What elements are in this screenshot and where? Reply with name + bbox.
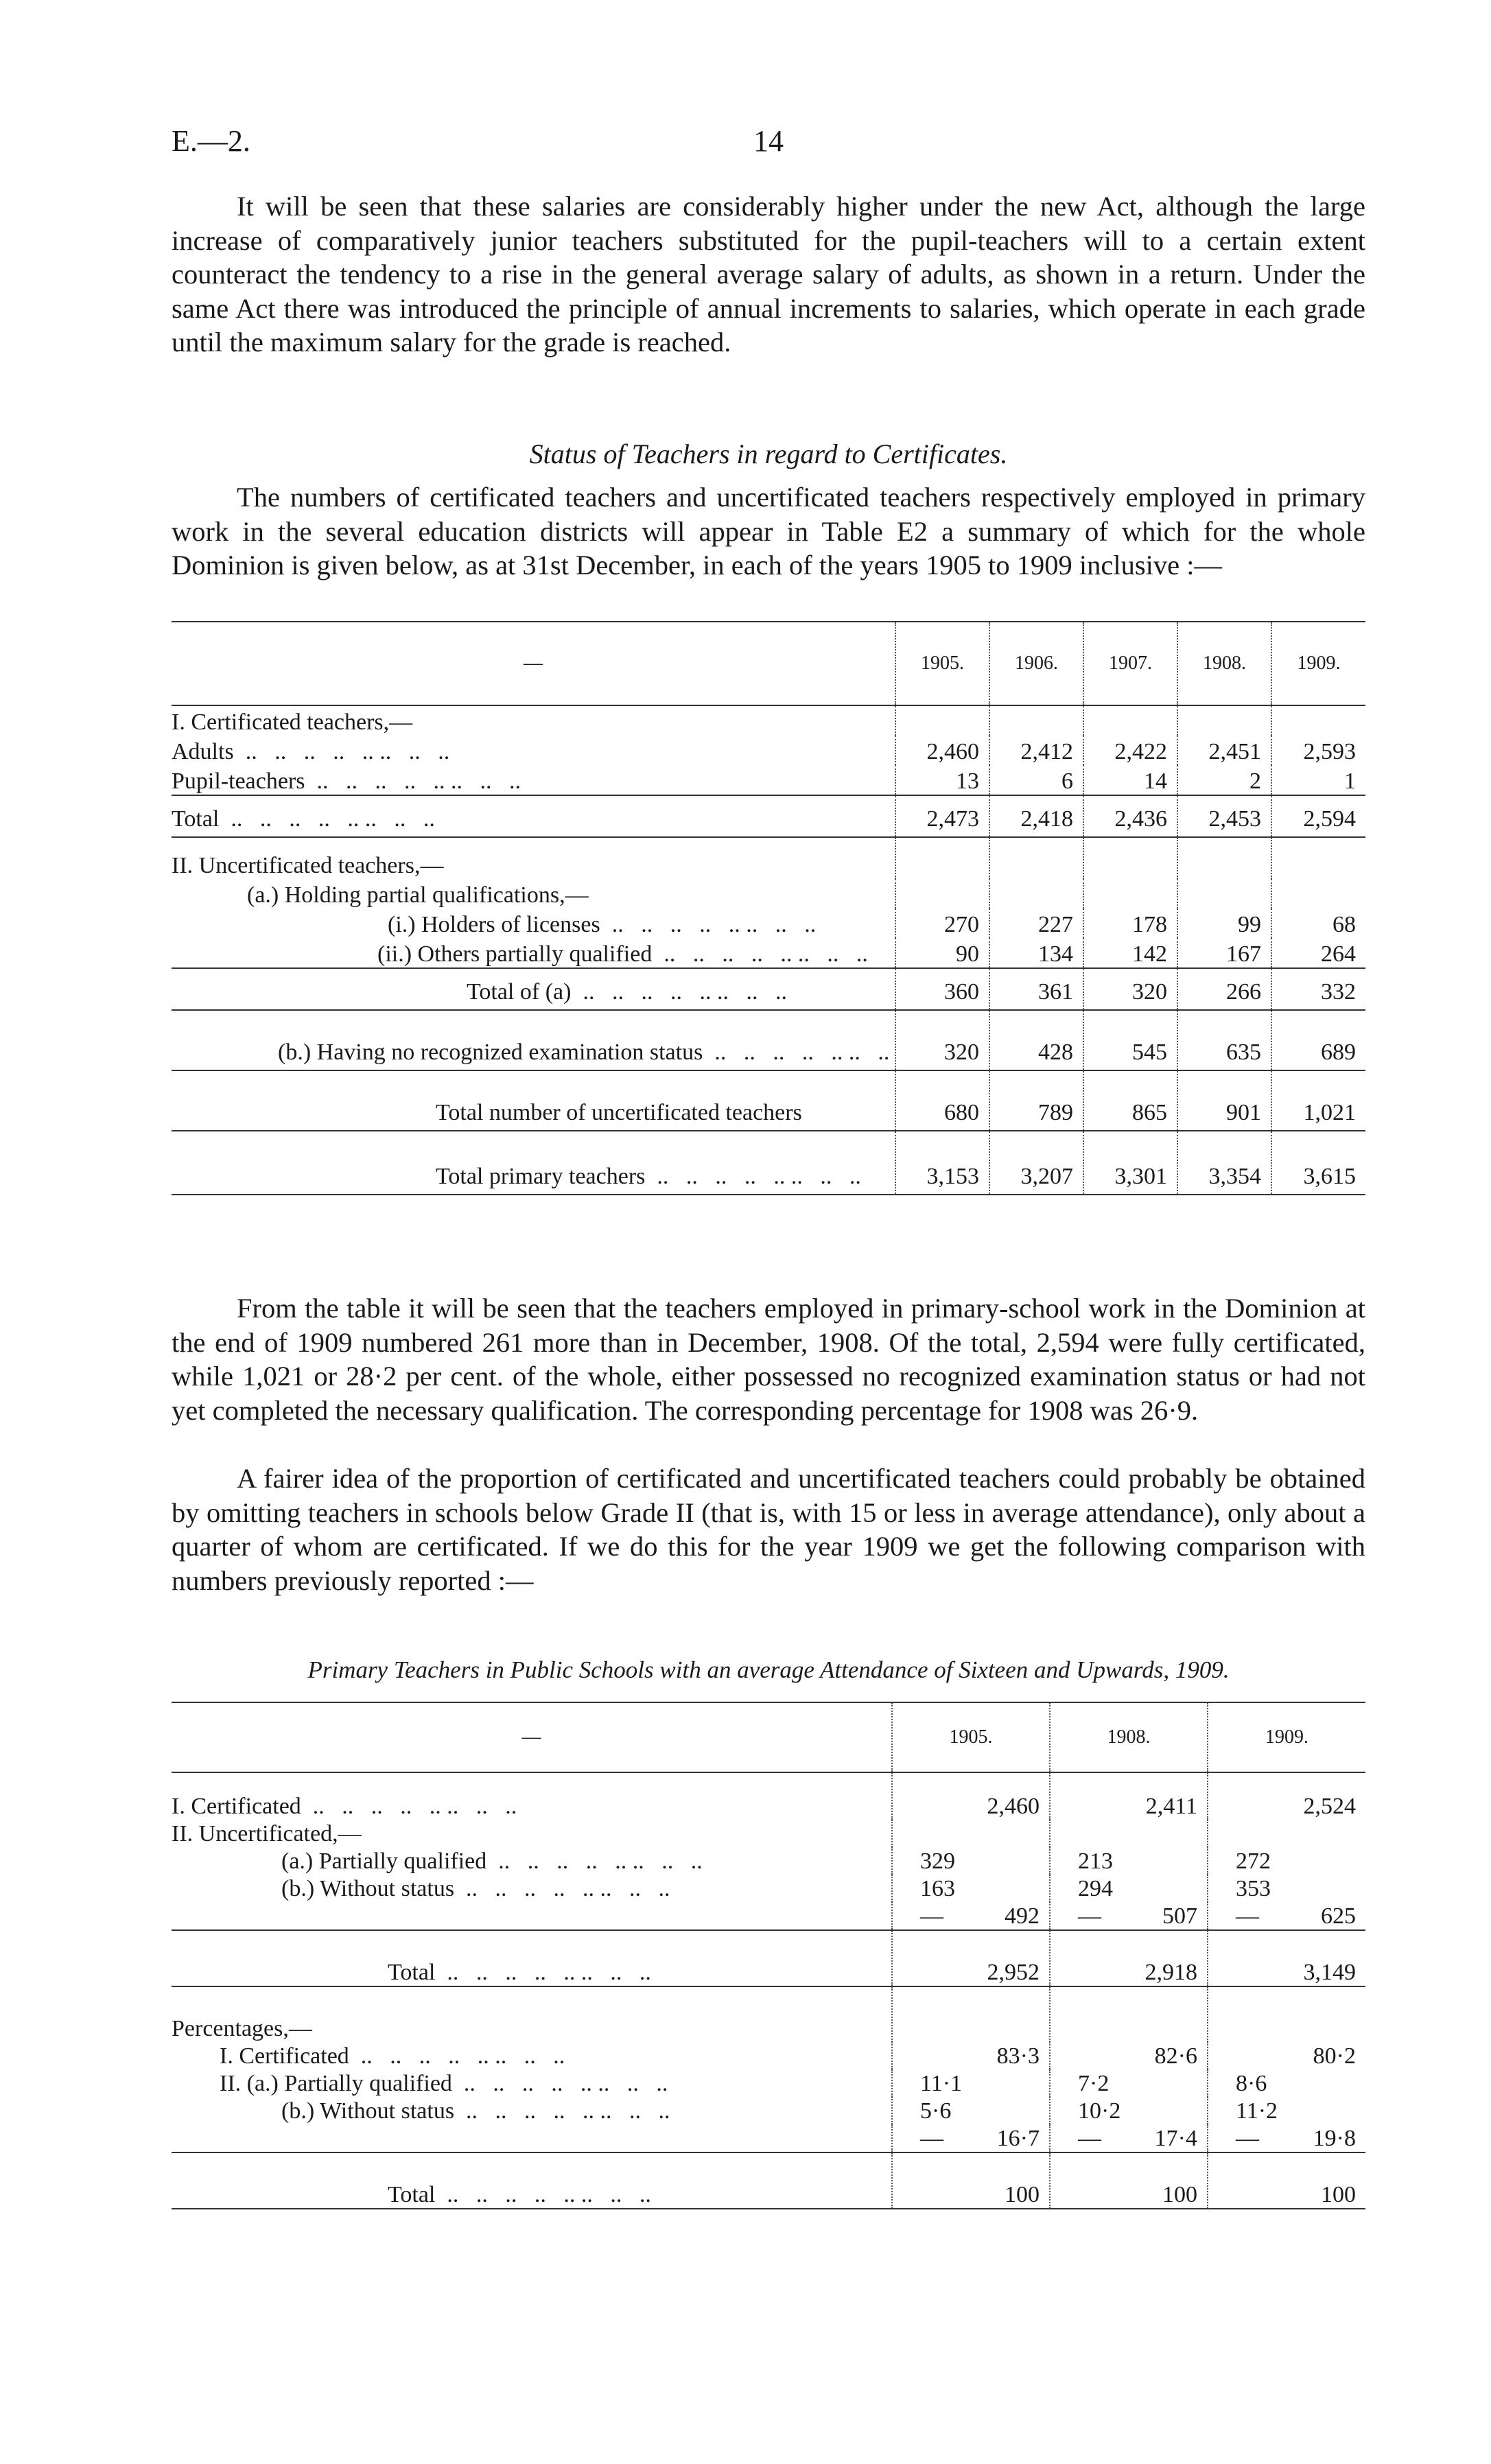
table-row [172,1131,1365,1195]
row-label: Total primary teachers [436,1164,646,1189]
paragraph-salaries: It will be seen that these salaries are considerably higher under the new Act, although the large increase of comparatively junior teachers substituted for the pupil-teachers will to a certain extent counteract the tendency to a rise in the general average salary of adults, as shown in a return. Under the same Act there was introduced the principle of annual increments to salaries, which operate in each grade until the maximum salary for the grade is reached. [172,191,1365,357]
sum-dash: — [1078,1903,1101,1929]
cell-value: 266 [1177,968,1271,1010]
cell-value: 2,460 [895,736,989,765]
cell-value: 13 [895,765,989,795]
cell-value: 5·6 [892,2097,1050,2124]
cell-value: 3,153 [895,1131,989,1195]
cell-value: 83·3 [892,2042,1050,2069]
row-label: (b.) Without status [281,1876,455,1901]
row-label: Percentages,— [172,1986,892,2042]
cell-value: 227 [989,908,1083,938]
cell-value: 789 [989,1070,1083,1131]
page-number: 14 [753,124,784,158]
sum-dash: — [1236,1903,1259,1929]
cell-value: 680 [895,1070,989,1131]
cell-value: 2,593 [1271,736,1365,765]
row-label: I. Certificated [220,2043,349,2069]
cell-value: 213 [1050,1847,1208,1875]
sum-dash: — [1236,2126,1259,2151]
cell-value: 68 [1271,908,1365,938]
header-year: 1909. [1208,1702,1365,1772]
cell-value: 635 [1177,1010,1271,1070]
row-label: Total of (a) [467,979,572,1005]
cell-value: 272 [1208,1847,1365,1875]
row-label: Total [172,806,220,832]
cell-value: 100 [1050,2152,1208,2209]
table-row [172,1875,1365,1902]
table-row [172,2097,1365,2124]
cell-value: 3,301 [1083,1131,1177,1195]
paragraph-fairer-idea: A fairer idea of the proportion of certificated and uncertificated teachers could probably be obtained by omitting teachers in schools below Grade II (that is, with 15 or less in average attendance), only about a quarter of whom are certificated. If we do this for the year 1909 we get the following comparison with numbers previously reported :— [172,1463,1365,1596]
cell-value: 11·1 [892,2069,1050,2097]
section-heading-certificates: Status of Teachers in regard to Certificates. [529,438,1008,469]
cell-value: 428 [989,1010,1083,1070]
cell-value: 142 [1083,938,1177,968]
cell-value: 2,453 [1177,795,1271,837]
table-row [172,1772,1365,1820]
cell-value: 492 [1005,1903,1040,1929]
sum-dash: — [920,1903,943,1929]
cell-value: 99 [1177,908,1271,938]
row-label: (a.) Holding partial qualifications,— [247,882,589,908]
sum-dash: — [920,2126,943,2151]
cell-value: 2,412 [989,736,1083,765]
cell-value: 294 [1050,1875,1208,1902]
table-teachers-by-year [172,621,1365,1225]
paragraph-analysis: From the table it will be seen that the teachers employed in primary-school work in the Dominion at the end of 1909 numbered 261 more than in December, 1908. Of the total, 2,594 were fully certificated, while 1,021 or 28·2 per cent. of the whole, either possessed no recognized examination status or had not yet completed the necessary qualification. The corresponding percentage for 1908 was 26·9. [172,1293,1365,1426]
cell-value: 16·7 [996,2126,1040,2151]
cell-value: 2,460 [892,1772,1050,1820]
cell-value: 361 [989,968,1083,1010]
cell-value: 8·6 [1208,2069,1365,2097]
table-row [172,1070,1365,1131]
cell-value: 7·2 [1050,2069,1208,2097]
cell-value: 264 [1271,938,1365,968]
cell-value: 360 [895,968,989,1010]
sum-dash: — [1078,2126,1101,2151]
row-label: Total [388,1960,436,1985]
row-label: (i.) Holders of licenses [388,912,600,937]
cell-value: 2,411 [1050,1772,1208,1820]
paragraph-numbers: The numbers of certificated teachers and uncertificated teachers respectively employed in primary work in the several education districts will appear in Table E2 a summary of which for the whole Dominion is given below, as at 31st December, in each of the years 1905 to 1909 inclusive :— [172,482,1365,580]
row-label: II. (a.) Partially qualified [220,2071,452,2096]
cell-value: 6 [989,765,1083,795]
cell-value: 17·4 [1154,2126,1197,2151]
cell-value: 545 [1083,1010,1177,1070]
cell-value: 320 [1083,968,1177,1010]
cell-value: 332 [1271,968,1365,1010]
table-row [172,908,1365,938]
cell-value: 625 [1321,1903,1356,1929]
table-row [172,1847,1365,1875]
table-caption: Primary Teachers in Public Schools with an average Attendance of Sixteen and Upwards, 1909. [307,1656,1230,1683]
cell-value: 2 [1177,765,1271,795]
header-year: 1907. [1083,622,1177,705]
table-row [172,1902,1365,1930]
cell-value: 320 [895,1010,989,1070]
cell-value: 689 [1271,1010,1365,1070]
table-row [172,2069,1365,2097]
row-label: Pupil-teachers [172,768,305,794]
cell-value: 163 [892,1875,1050,1902]
cell-value: 507 [1162,1903,1197,1929]
cell-value: 3,354 [1177,1131,1271,1195]
row-label: Total number of uncertificated teachers [436,1100,802,1125]
cell-value: 901 [1177,1070,1271,1131]
cell-value: 3,149 [1208,1930,1365,1986]
cell-value: 270 [895,908,989,938]
document-reference: E.—2. [172,124,250,158]
cell-value: 3,615 [1271,1131,1365,1195]
cell-value: 865 [1083,1070,1177,1131]
cell-value: 11·2 [1208,2097,1365,2124]
cell-value: 14 [1083,765,1177,795]
cell-value: 3,207 [989,1131,1083,1195]
cell-value: 1,021 [1271,1070,1365,1131]
header-year: 1909. [1271,622,1365,705]
header-year: 1908. [1177,622,1271,705]
row-label: I. Certificated teachers,— [172,705,895,736]
table-row [172,1930,1365,1986]
table-row [172,2124,1365,2152]
header-year: 1905. [895,622,989,705]
cell-value: 80·2 [1208,2042,1365,2069]
table-grade-comparison [172,1702,1365,2237]
header-dash: — [172,1702,892,1772]
row-label: (b.) Without status [281,2098,455,2124]
table-row [172,2152,1365,2209]
table-row [172,1010,1365,1070]
header-year: 1905. [892,1702,1050,1772]
row-label: (a.) Partially qualified [281,1849,487,1874]
cell-value: 82·6 [1050,2042,1208,2069]
table-row [172,968,1365,1010]
header-year: 1908. [1050,1702,1208,1772]
cell-value: 134 [989,938,1083,968]
row-label: Adults [172,739,234,764]
row-label: I. Certificated [172,1794,301,1819]
cell-value: 2,952 [892,1930,1050,1986]
cell-value: 19·8 [1313,2126,1356,2151]
cell-value: 2,436 [1083,795,1177,837]
row-label: II. Uncertificated,— [172,1821,362,1846]
cell-value: 100 [892,2152,1050,2209]
cell-value: 2,422 [1083,736,1177,765]
cell-value: 2,918 [1050,1930,1208,1986]
row-label: (ii.) Others partially qualified [377,941,653,967]
cell-value: 353 [1208,1875,1365,1902]
table-row [172,765,1365,795]
row-label: (b.) Having no recognized examination status [278,1040,703,1065]
header-dash: — [172,622,895,705]
table-row [172,795,1365,837]
row-label: II. Uncertificated teachers,— [172,853,444,878]
cell-value: 2,524 [1208,1772,1365,1820]
row-label: Total [388,2182,436,2207]
table-row [172,938,1365,968]
cell-value: 2,418 [989,795,1083,837]
table-row [172,2042,1365,2069]
cell-value: 2,451 [1177,736,1271,765]
cell-value: 167 [1177,938,1271,968]
cell-value: 2,473 [895,795,989,837]
cell-value: 1 [1271,765,1365,795]
header-year: 1906. [989,622,1083,705]
cell-value: 100 [1208,2152,1365,2209]
cell-value: 329 [892,1847,1050,1875]
table-row [172,736,1365,765]
cell-value: 90 [895,938,989,968]
cell-value: 10·2 [1050,2097,1208,2124]
cell-value: 2,594 [1271,795,1365,837]
cell-value: 178 [1083,908,1177,938]
